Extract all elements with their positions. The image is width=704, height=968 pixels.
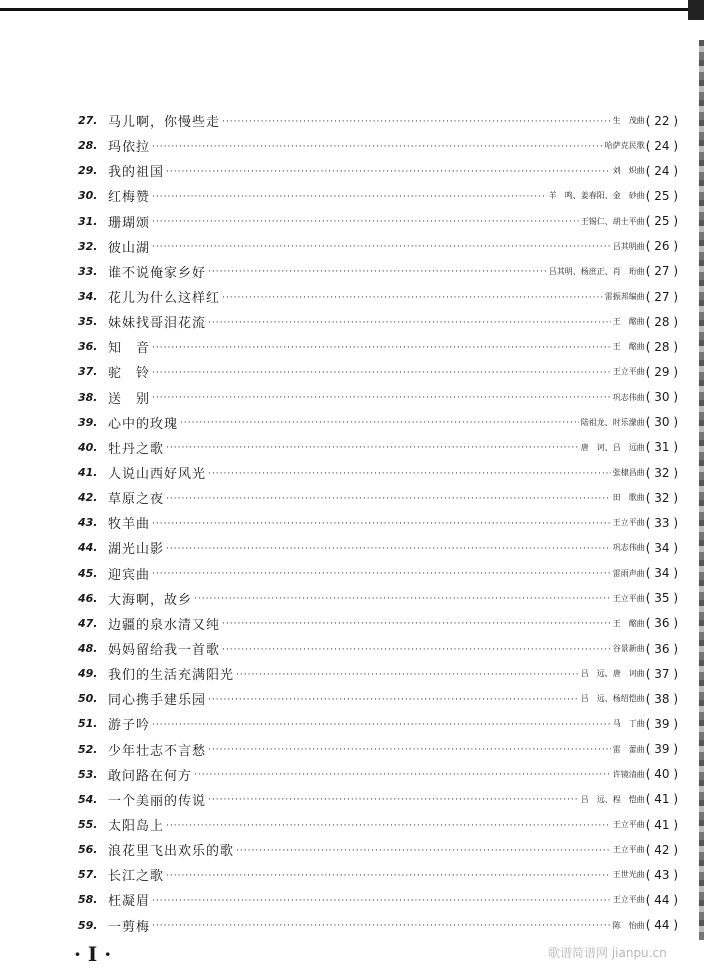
dot-leader [236, 670, 579, 680]
song-author: 王立平曲 [612, 518, 645, 528]
page-reference: ( 26 ) [645, 239, 678, 254]
song-author: 吕其明、杨庶正、肖 珩曲 [548, 266, 645, 276]
song-title: 我的祖国 [108, 165, 165, 181]
entry-number: 27. [78, 114, 98, 128]
page-reference: ( 39 ) [645, 742, 678, 757]
entry-number: 55. [78, 818, 98, 831]
song-author: 巩志伟曲 [612, 543, 645, 553]
dot-leader [152, 921, 611, 931]
page-reference: ( 41 ) [645, 792, 678, 807]
entry-number: 28. [78, 139, 98, 153]
entry-number: 48. [78, 642, 98, 656]
page-reference: ( 40 ) [645, 767, 678, 782]
song-author: 田 歌曲 [612, 493, 645, 503]
song-title: 花儿为什么这样红 [108, 291, 221, 307]
page-reference: ( 44 ) [645, 918, 678, 933]
song-title: 一剪梅 [108, 919, 151, 935]
dot-leader [222, 645, 611, 655]
song-title: 彼山湖 [108, 240, 151, 256]
dot-leader [194, 594, 611, 604]
dot-leader [208, 745, 611, 755]
song-author: 唐 诃、吕 远曲 [580, 442, 645, 452]
toc-entry [78, 209, 678, 234]
entry-number: 37. [78, 365, 98, 379]
song-author: 王 酩曲 [612, 317, 645, 327]
page-reference: ( 32 ) [645, 465, 678, 480]
toc-entry [78, 561, 678, 586]
song-title: 太阳岛上 [108, 819, 165, 834]
dot-leader [152, 368, 611, 378]
page-reference: ( 29 ) [645, 364, 678, 379]
toc-entry [78, 133, 678, 158]
song-author: 吕 远、唐 诃曲 [580, 669, 645, 679]
toc-entry [78, 259, 678, 284]
song-title: 牧羊曲 [108, 517, 151, 533]
entry-number: 51. [78, 717, 98, 731]
entry-number: 41. [78, 466, 98, 480]
song-author: 王 酩曲 [612, 618, 645, 628]
dot-leader [152, 720, 611, 730]
page-reference: ( 34 ) [645, 540, 678, 555]
dot-leader [166, 443, 579, 453]
song-title: 长江之歌 [108, 869, 165, 885]
song-author: 雷振邦编曲 [604, 292, 645, 302]
dot-leader [166, 821, 611, 831]
toc-entry [78, 485, 678, 510]
song-title: 游子吟 [108, 718, 151, 734]
song-author: 王立平曲 [612, 593, 645, 603]
song-author: 王世光曲 [612, 870, 645, 880]
toc-entry [78, 837, 678, 862]
page-reference: ( 32 ) [645, 490, 678, 505]
song-title: 敢问路在何方 [108, 768, 193, 784]
toc-entry [78, 737, 678, 762]
toc-entry [78, 661, 678, 686]
toc-entry [78, 611, 678, 636]
song-author: 谷景新曲 [612, 644, 645, 654]
page-reference: ( 42 ) [645, 842, 678, 857]
song-author: 马 丁曲 [612, 719, 645, 729]
song-title: 驼 铃 [108, 366, 151, 382]
dot-leader [152, 142, 603, 152]
toc-entry [78, 812, 678, 837]
song-title: 迎宾曲 [108, 567, 151, 583]
toc-entry [78, 686, 678, 711]
toc-entry [78, 183, 678, 208]
dot-leader [222, 619, 611, 629]
page-reference: ( 25 ) [645, 214, 678, 229]
page-reference: ( 30 ) [645, 415, 678, 430]
page-reference: ( 24 ) [645, 163, 678, 178]
song-title: 马儿啊，你慢些走 [108, 115, 221, 131]
dot-leader [208, 267, 547, 277]
page-reference: ( 39 ) [645, 716, 678, 731]
entry-number: 49. [78, 667, 98, 681]
dot-leader [152, 896, 611, 906]
toc-entry [78, 510, 678, 535]
entry-number: 46. [78, 591, 98, 605]
toc-entry [78, 913, 678, 938]
dot-leader [152, 519, 611, 529]
toc-entry [78, 586, 678, 611]
entry-number: 30. [78, 189, 98, 203]
dot-leader [236, 846, 611, 856]
song-title: 浪花里飞出欢乐的歌 [108, 844, 235, 860]
page-reference: ( 36 ) [645, 641, 678, 656]
song-title: 我们的生活充满阳光 [108, 668, 235, 684]
song-title: 草原之夜 [108, 492, 165, 508]
entry-number: 32. [78, 239, 98, 253]
song-author: 陈 怡曲 [612, 920, 645, 930]
song-title: 妈妈留给我一首歌 [108, 643, 221, 659]
page-reference: ( 37 ) [645, 666, 678, 681]
song-author: 生 茂曲 [612, 116, 645, 126]
entry-number: 57. [78, 868, 98, 882]
dot-leader [208, 469, 611, 479]
page-reference: ( 44 ) [645, 892, 678, 907]
toc-entry [78, 862, 678, 887]
dot-leader [208, 695, 579, 705]
page-reference: ( 28 ) [645, 314, 678, 329]
dot-leader [194, 770, 611, 780]
page-reference: ( 27 ) [645, 264, 678, 279]
dot-leader [152, 242, 611, 252]
toc-entry [78, 284, 678, 309]
song-author: 巩志伟曲 [612, 392, 645, 402]
entry-number: 44. [78, 541, 98, 555]
entry-number: 38. [78, 390, 98, 404]
song-author: 雷 蕾曲 [612, 744, 645, 754]
page-folio: · I · [74, 942, 112, 966]
song-title: 边疆的泉水清又纯 [108, 617, 221, 633]
toc-entry [78, 887, 678, 912]
song-author: 陆祖龙、时乐濛曲 [580, 417, 645, 427]
song-title: 妹妹找哥泪花流 [108, 316, 207, 332]
toc-entry [78, 435, 678, 460]
toc-entry [78, 158, 678, 183]
toc-entry [78, 234, 678, 259]
page-reference: ( 34 ) [645, 566, 678, 581]
toc-entry [78, 359, 678, 384]
song-author: 羊 鸣、姜春阳、金 砂曲 [548, 191, 645, 201]
entry-number: 53. [78, 767, 98, 781]
song-title: 同心携手建乐园 [108, 693, 207, 709]
scan-right-edge [699, 40, 704, 940]
entry-number: 54. [78, 792, 98, 806]
song-author: 吕 远、程 恺曲 [580, 794, 645, 804]
song-author: 王立平曲 [612, 845, 645, 855]
dot-leader [152, 393, 611, 403]
song-title: 牡丹之歌 [108, 441, 165, 457]
dot-leader [222, 293, 603, 303]
page-reference: ( 38 ) [645, 691, 678, 706]
dot-leader [208, 318, 611, 328]
song-title: 珊瑚颂 [108, 215, 151, 231]
page-reference: ( 43 ) [645, 867, 678, 882]
page-reference: ( 25 ) [645, 188, 678, 203]
scan-corner-mark [688, 0, 704, 20]
dot-leader [152, 343, 611, 353]
entry-number: 35. [78, 315, 98, 329]
toc-entry [78, 460, 678, 485]
song-title: 谁不说俺家乡好 [108, 265, 207, 281]
entry-number: 31. [78, 214, 98, 228]
entry-number: 45. [78, 566, 98, 580]
entry-number: 47. [78, 616, 98, 630]
entry-number: 58. [78, 893, 98, 907]
entry-number: 29. [78, 164, 98, 178]
dot-leader [166, 167, 611, 177]
song-author: 王立平曲 [612, 367, 645, 377]
dot-leader [152, 217, 579, 227]
song-title: 少年壮志不言愁 [108, 743, 207, 759]
song-title: 心中的玫瑰 [108, 416, 179, 432]
entry-number: 50. [78, 692, 98, 706]
song-title: 玛依拉 [108, 140, 151, 156]
toc-entry [78, 762, 678, 787]
toc-entry [78, 535, 678, 560]
page-reference: ( 31 ) [645, 440, 678, 455]
song-title: 一个美丽的传说 [108, 793, 207, 809]
dot-leader [166, 871, 611, 881]
page-reference: ( 35 ) [645, 591, 678, 606]
song-author: 张棣昌曲 [612, 468, 645, 478]
entry-number: 43. [78, 516, 98, 530]
entry-number: 52. [78, 742, 98, 756]
page-reference: ( 27 ) [645, 289, 678, 304]
entry-number: 33. [78, 264, 98, 278]
song-title: 红梅赞 [108, 190, 151, 206]
toc-entry [78, 711, 678, 736]
song-author: 吕 远、杨绍恺曲 [580, 694, 645, 704]
entry-number: 39. [78, 415, 98, 429]
song-author: 王锡仁、胡士平曲 [580, 216, 645, 226]
entry-number: 59. [78, 918, 98, 932]
toc-entry [78, 787, 678, 812]
song-author: 王 酩曲 [612, 342, 645, 352]
page-reference: ( 36 ) [645, 616, 678, 631]
dot-leader [166, 544, 611, 554]
page-reference: ( 33 ) [645, 515, 678, 530]
entry-number: 42. [78, 491, 98, 505]
page-reference: ( 41 ) [645, 817, 678, 832]
song-author: 王立平曲 [612, 895, 645, 905]
watermark: 歌谱简谱网 jianpu.cn [548, 946, 667, 960]
song-title: 枉凝眉 [108, 894, 151, 910]
dot-leader [152, 192, 547, 202]
toc-entry [78, 410, 678, 435]
dot-leader [180, 418, 579, 428]
toc-entry [78, 636, 678, 661]
song-author: 王立平曲 [612, 820, 645, 829]
toc-entry [78, 385, 678, 410]
page-reference: ( 30 ) [645, 390, 678, 405]
toc-entry [78, 309, 678, 334]
song-author: 雷雨声曲 [612, 568, 645, 578]
dot-leader [152, 569, 611, 579]
page-reference: ( 22 ) [645, 113, 678, 128]
entry-number: 34. [78, 290, 98, 304]
song-title: 送 别 [108, 391, 151, 407]
song-author: 刘 炽曲 [612, 166, 645, 176]
page-reference: ( 28 ) [645, 339, 678, 354]
dot-leader [208, 795, 579, 805]
entry-number: 40. [78, 440, 98, 454]
page-reference: ( 24 ) [645, 138, 678, 153]
song-author: 哈萨克民歌 [604, 141, 645, 151]
song-title: 人说山西好风光 [108, 467, 207, 483]
song-author: 许镜清曲 [612, 769, 645, 779]
toc-entry [78, 334, 678, 359]
song-author: 吕其明曲 [612, 241, 645, 251]
entry-number: 56. [78, 843, 98, 857]
entry-number: 36. [78, 340, 98, 354]
dot-leader [222, 117, 611, 127]
top-rule [0, 8, 690, 11]
dot-leader [166, 494, 611, 504]
toc-entry [78, 108, 678, 133]
song-title: 知 音 [108, 341, 151, 357]
song-title: 大海啊，故乡 [108, 592, 193, 608]
table-of-contents [78, 108, 678, 938]
song-title: 湖光山影 [108, 542, 165, 558]
